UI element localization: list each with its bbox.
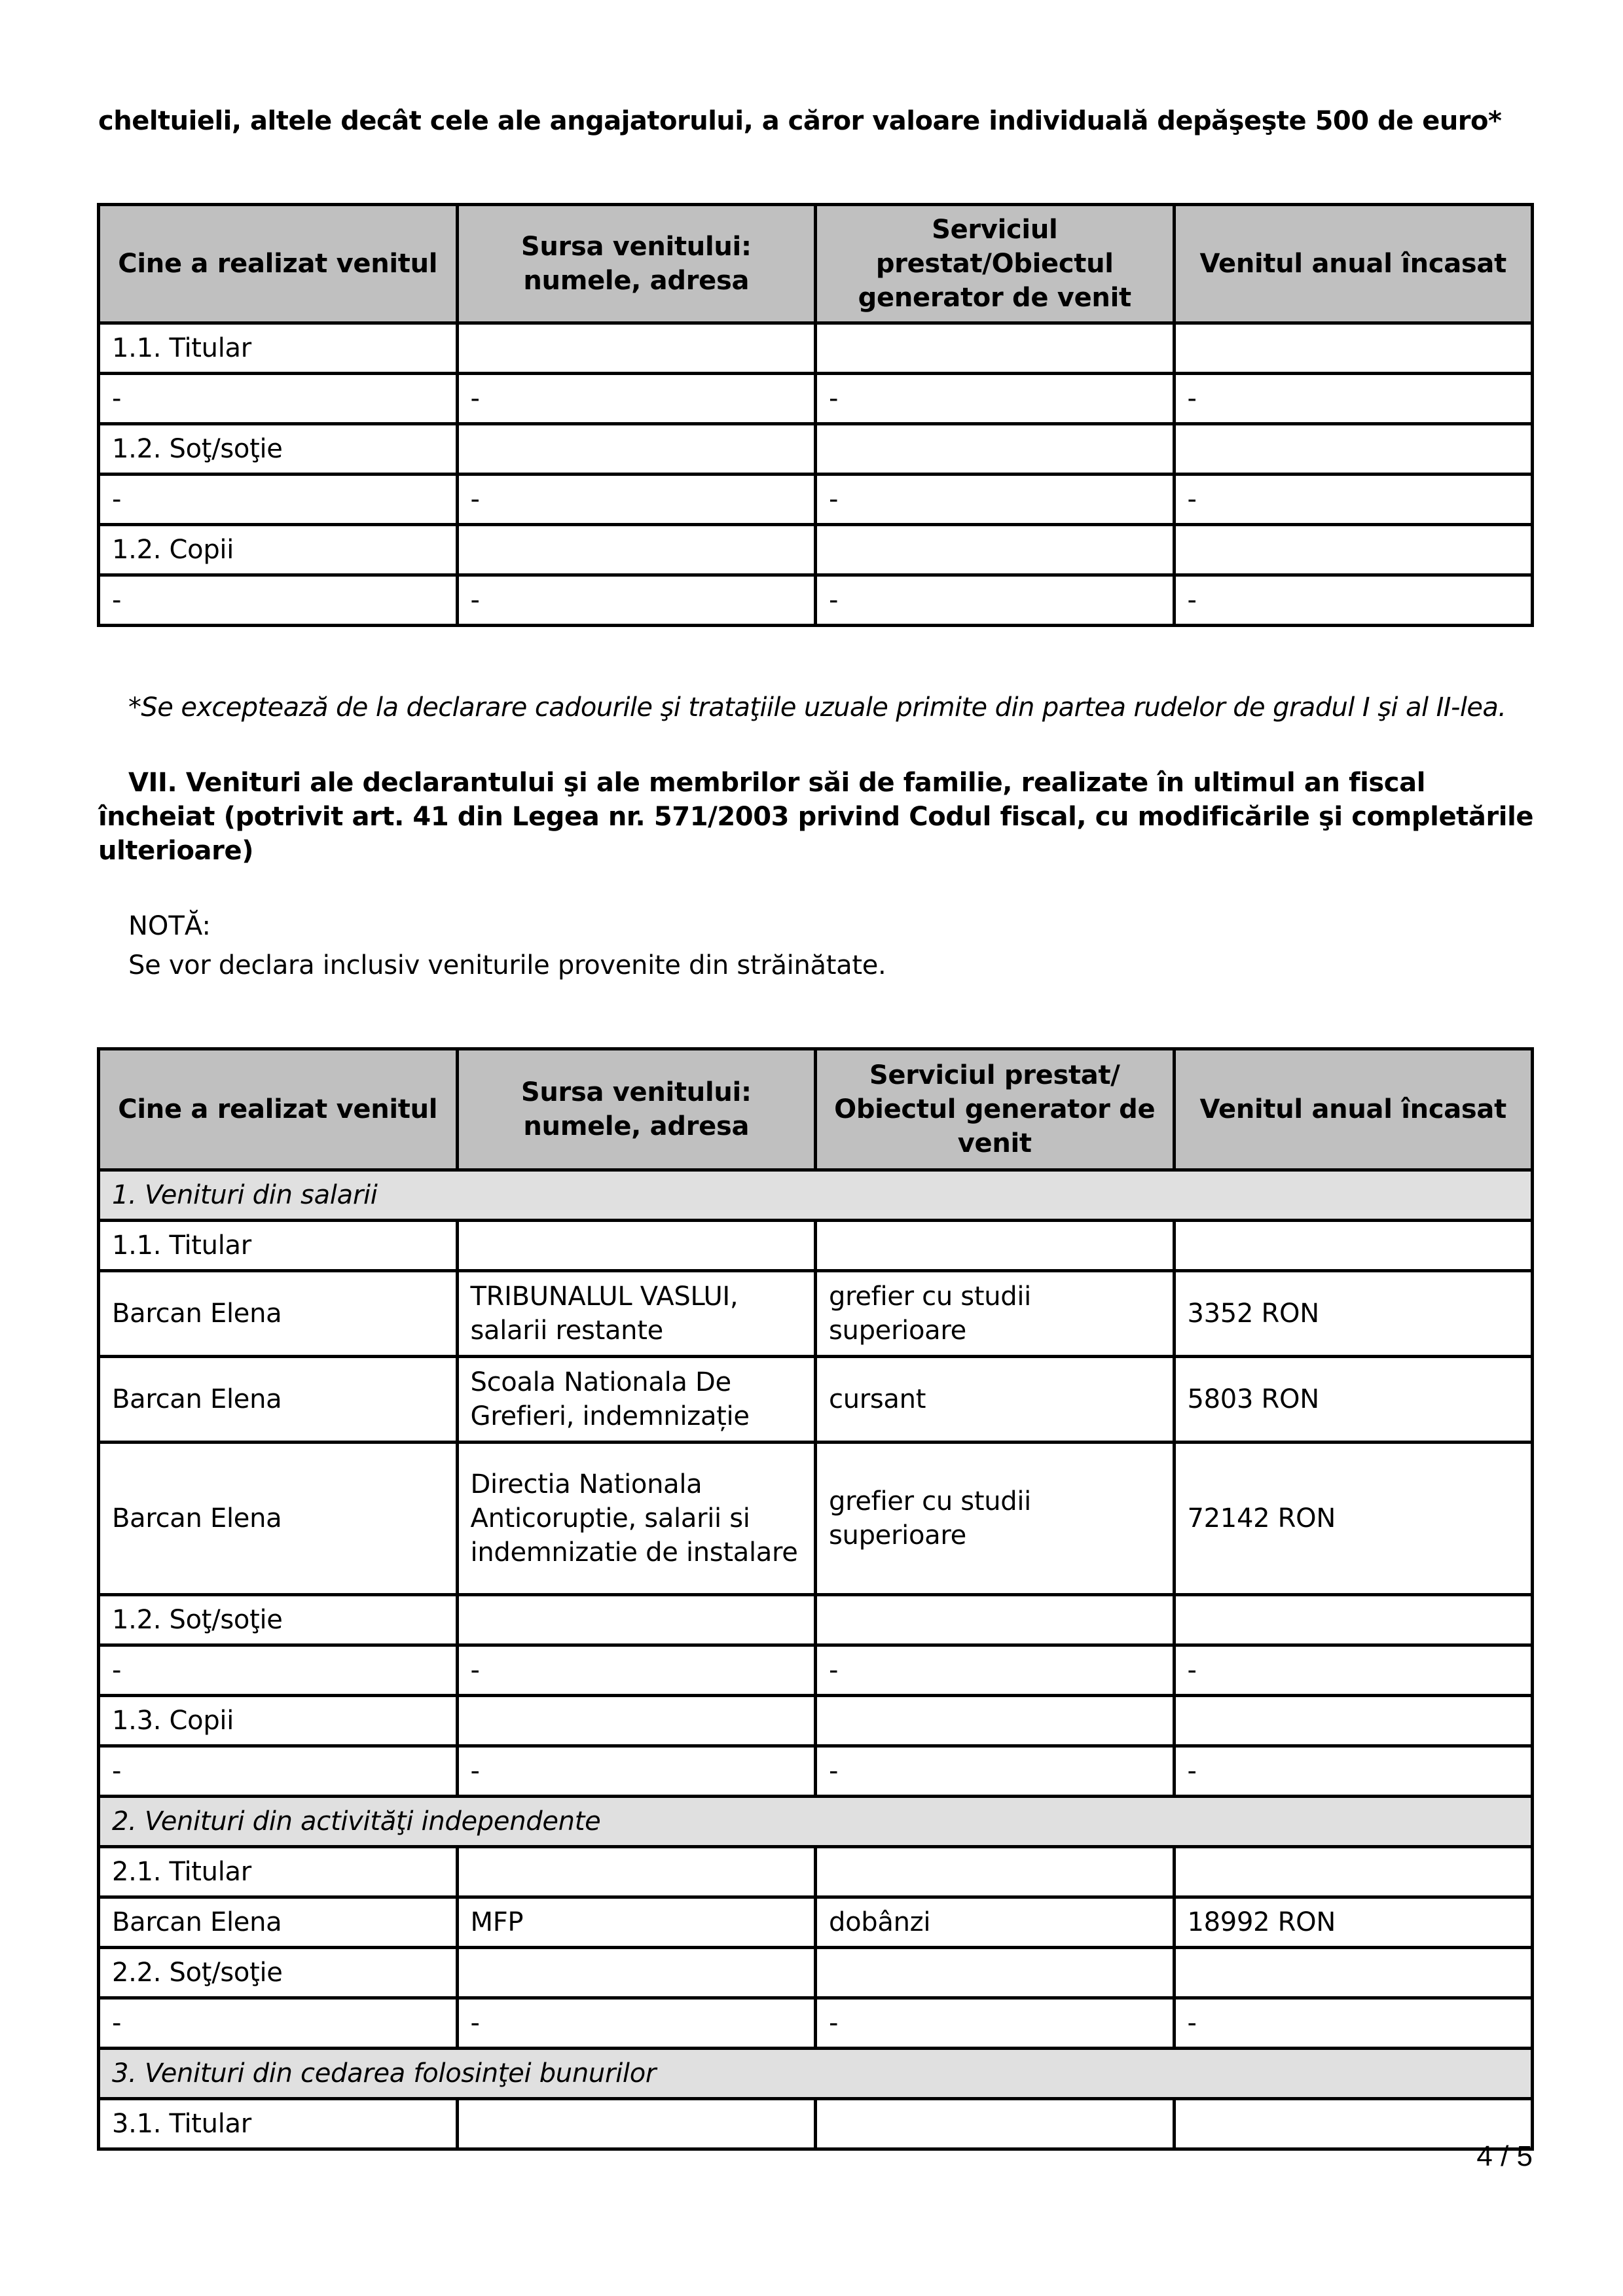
note-label: NOTĂ: [128,911,211,941]
cell [1174,1696,1533,1746]
cell: 5803 RON [1174,1357,1533,1443]
cell [1174,525,1533,575]
cell [457,1696,816,1746]
section-title [98,766,1539,868]
cell [457,1948,816,1998]
annual-income-table [97,1047,1534,2151]
cell: grefier cu studii superioare [816,1271,1175,1357]
cell: TRIBUNALUL VASLUI, salarii restante [457,1271,816,1357]
cell [1174,1221,1533,1271]
cell: grefier cu studii superioare [816,1443,1175,1595]
header-who: Cine a realizat venitul [99,205,458,323]
cell: 2.2. Soţ/soţie [99,1948,458,1998]
table-row [99,575,1533,626]
cell: - [816,575,1175,626]
cell: 72142 RON [1174,1443,1533,1595]
header-income: Venitul anual încasat [1174,1049,1533,1170]
cell: 1.1. Titular [99,1221,458,1271]
cell: - [1174,1998,1533,2049]
cell: 3.1. Titular [99,2099,458,2149]
cell: Barcan Elena [99,1271,458,1357]
cell [1174,1847,1533,1897]
cell: - [457,374,816,424]
cell [457,1847,816,1897]
cell: - [99,1746,458,1797]
header-who: Cine a realizat venitul [99,1049,458,1170]
cell [1174,1948,1533,1998]
table-row [99,475,1533,525]
header-source: Sursa venitului: numele, adresa [457,205,816,323]
cell [457,1221,816,1271]
cell: - [457,1645,816,1696]
cell: - [99,475,458,525]
cell [1174,424,1533,475]
table-row [99,1271,1533,1357]
section-row [99,1797,1533,1847]
section-title-text: VII. Venituri ale declarantului şi ale membrilor săi de familie, realizate în ultimul an fiscal încheiat (potrivit art. 41 din Legea nr. 571/2003 privind Codul fiscal, cu modificările şi completările ulterioare) [98,768,1534,866]
cell [816,323,1175,374]
cell: MFP [457,1897,816,1948]
cell: cursant [816,1357,1175,1443]
table-row [99,374,1533,424]
table-row [99,1221,1533,1271]
cell: - [457,1998,816,2049]
cell: 1.2. Copii [99,525,458,575]
table-row [99,1443,1533,1595]
cell: - [99,1645,458,1696]
cell: - [816,374,1175,424]
cell [816,1221,1175,1271]
section-label: 2. Venituri din activităţi independente [99,1797,1533,1847]
header-service: Serviciul prestat/Obiectul generator de venit [816,205,1175,323]
cell: 1.3. Copii [99,1696,458,1746]
table-row [99,525,1533,575]
cell [816,525,1175,575]
cell: 2.1. Titular [99,1847,458,1897]
table-row [99,1998,1533,2049]
cell [457,2099,816,2149]
cell [457,424,816,475]
section-row [99,2049,1533,2099]
cell: 1.1. Titular [99,323,458,374]
table-row [99,1897,1533,1948]
cell: Barcan Elena [99,1443,458,1595]
cell: - [99,374,458,424]
section-label: 3. Venituri din cedarea folosinţei bunurilor [99,2049,1533,2099]
cell: - [99,1998,458,2049]
cell: - [1174,1746,1533,1797]
header-income: Venitul anual încasat [1174,205,1533,323]
note-text: Se vor declara inclusiv veniturile provenite din străinătate. [128,950,886,980]
cell: - [1174,1645,1533,1696]
cell: dobânzi [816,1897,1175,1948]
table-row [99,1357,1533,1443]
cell: - [816,475,1175,525]
table-header-row [99,1049,1533,1170]
table-row [99,424,1533,475]
table-row [99,2099,1533,2149]
cell [1174,323,1533,374]
cell: Barcan Elena [99,1357,458,1443]
cell: - [1174,575,1533,626]
table-header-row [99,205,1533,323]
footnote: *Se exceptează de la declarare cadourile şi trataţiile uzuale primite din partea rudelor de gradul I şi al II-lea. [128,692,1506,723]
intro-heading: cheltuieli, altele decât cele ale angajatorului, a căror valoare individuală depăşeşte 500 de euro* [98,106,1502,136]
cell [457,1595,816,1645]
table-row [99,1948,1533,1998]
table-row [99,1847,1533,1897]
cell: Barcan Elena [99,1897,458,1948]
section-label: 1. Venituri din salarii [99,1170,1533,1221]
cell: 1.2. Soţ/soţie [99,424,458,475]
cell [816,424,1175,475]
cell: - [457,575,816,626]
cell [457,323,816,374]
section-row [99,1170,1533,1221]
cell [816,1948,1175,1998]
cell: Directia Nationala Anticoruptie, salarii si indemnizatie de instalare [457,1443,816,1595]
cell [1174,1595,1533,1645]
cell: Scoala Nationala De Grefieri, indemnizație [457,1357,816,1443]
cell: 1.2. Soţ/soţie [99,1595,458,1645]
table-row [99,1595,1533,1645]
cell [816,1847,1175,1897]
cell [457,525,816,575]
cell: - [816,1645,1175,1696]
table-row [99,1696,1533,1746]
cell: - [1174,374,1533,424]
cell: 18992 RON [1174,1897,1533,1948]
cell: - [816,1746,1175,1797]
cell: - [1174,475,1533,525]
cell [816,1696,1175,1746]
cell: - [816,1998,1175,2049]
table-row [99,1645,1533,1696]
cell: - [457,475,816,525]
table-row [99,323,1533,374]
header-source: Sursa venitului: numele, adresa [457,1049,816,1170]
table-row [99,1746,1533,1797]
cell [816,1595,1175,1645]
cell [816,2099,1175,2149]
gifts-income-table [97,203,1534,627]
cell: - [99,575,458,626]
cell: - [457,1746,816,1797]
header-service: Serviciul prestat/ Obiectul generator de venit [816,1049,1175,1170]
cell: 3352 RON [1174,1271,1533,1357]
page-number: 4 / 5 [1476,2140,1533,2172]
